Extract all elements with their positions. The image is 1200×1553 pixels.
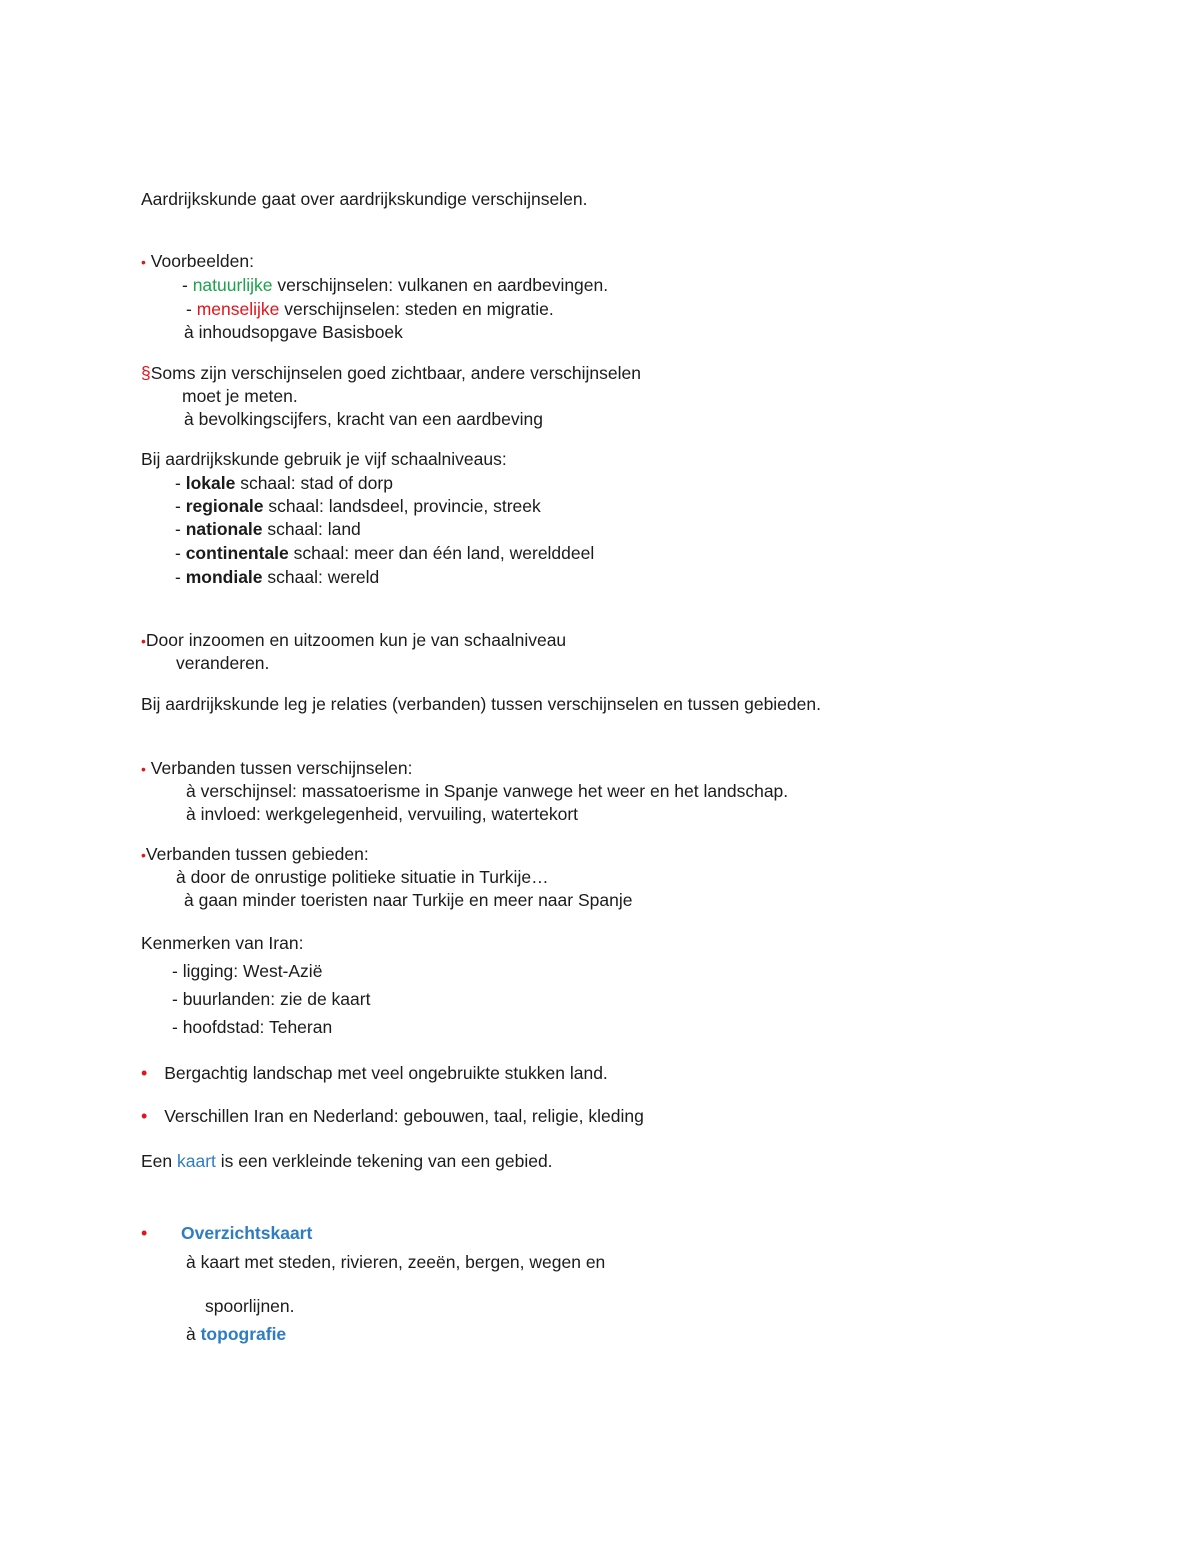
menselijke-rest: verschijnselen: steden en migratie. [279,299,554,319]
kaart-definition [141,1150,553,1172]
dash: - [175,496,186,516]
schaal-intro: Bij aardrijkskunde gebruik je vijf schaalniveaus: [141,449,507,469]
soms-line-1 [141,362,641,384]
bullet-icon: • [141,847,146,863]
iran-item: - ligging: West-Azië [172,961,323,981]
overzichtskaart-line-1: à kaart met steden, rivieren, zeeën, bergen, wegen en [186,1252,606,1272]
voorbeelden-heading [141,250,254,273]
kaart-prefix: Een [141,1151,177,1171]
dash: - [175,519,186,539]
bullet-icon: • [141,1223,148,1243]
schaal-rest: schaal: meer dan één land, werelddeel [288,543,595,563]
schaal-rest: schaal: landsdeel, provincie, streek [263,496,541,516]
topografie-highlight: topografie [200,1324,287,1344]
section-icon: § [141,363,151,383]
zoomen-line-2: veranderen. [176,653,270,673]
schaal-item [175,566,379,588]
schaal-bold: regionale [185,496,264,516]
schaal-rest: schaal: land [262,519,361,539]
soms-line-2: moet je meten. [182,386,298,406]
soms-arrow-line: à bevolkingscijfers, kracht van een aardbeving [184,409,543,429]
natuurlijke-rest: verschijnselen: vulkanen en aardbevingen. [272,275,609,295]
menselijke-highlight: menselijke [196,299,280,319]
bullet-icon: • [141,1106,148,1126]
voorbeelden-label: Voorbeelden: [150,251,254,271]
dash: - [186,299,197,319]
natuurlijke-highlight: natuurlijke [192,275,273,295]
overzichtskaart-label: Overzichtskaart [181,1223,313,1243]
turkije-line-1: à door de onrustige politieke situatie in Turkije… [176,867,549,887]
verbanden-gebieden-heading [141,843,369,866]
schaal-item [175,472,393,494]
verbanden-verschijnselen-label: Verbanden tussen verschijnselen: [150,758,413,778]
iran-bullet-1 [141,1062,608,1084]
dash: - [175,473,186,493]
zoomen-text: Door inzoomen en uitzoomen kun je van schaalniveau [145,630,567,650]
basisboek-line: à inhoudsopgave Basisboek [184,322,403,342]
kaart-rest: is een verkleinde tekening van een gebied. [215,1151,553,1171]
schaal-bold: nationale [185,519,263,539]
arrow-glyph: à [186,1324,201,1344]
schaal-bold: mondiale [185,567,263,587]
dash: - [182,275,193,295]
dash: - [175,543,186,563]
soms-text: Soms zijn verschijnselen goed zichtbaar, andere verschijnselen [150,363,641,383]
verbanden-gebieden-label: Verbanden tussen gebieden: [145,844,369,864]
overzichtskaart-heading [141,1222,147,1244]
menselijke-line [186,298,554,320]
iran-bullet-2 [141,1105,644,1127]
iran-item: - buurlanden: zie de kaart [172,989,371,1009]
schaal-item [175,518,361,540]
zoomen-line-1 [141,629,566,652]
verschijnsel-line: à verschijnsel: massatoerisme in Spanje vanwege het weer en het landschap. [186,781,789,801]
turkije-line-2: à gaan minder toeristen naar Turkije en meer naar Spanje [184,890,633,910]
schaal-bold: continentale [185,543,289,563]
dash: - [175,567,186,587]
bullet-icon: • [141,633,146,649]
schaal-bold: lokale [185,473,236,493]
kaart-highlight: kaart [177,1151,216,1171]
intro-line: Aardrijkskunde gaat over aardrijkskundige verschijnselen. [141,189,588,209]
schaal-item [175,542,594,564]
iran-item: - hoofdstad: Teheran [172,1017,333,1037]
iran-heading: Kenmerken van Iran: [141,933,304,953]
topografie-line [186,1323,286,1345]
bullet-icon: • [141,761,146,777]
bullet-icon: • [141,254,146,270]
bullet-icon: • [141,1063,148,1083]
iran-bullet-1-text: Bergachtig landschap met veel ongebruikte stukken land. [164,1063,608,1083]
overzichtskaart-line-2: spoorlijnen. [205,1296,295,1316]
iran-bullet-2-text: Verschillen Iran en Nederland: gebouwen, taal, religie, kleding [164,1106,644,1126]
verbanden-verschijnselen-heading [141,757,412,780]
relaties-line: Bij aardrijkskunde leg je relaties (verbanden) tussen verschijnselen en tussen gebieden. [141,694,821,714]
schaal-rest: schaal: wereld [262,567,380,587]
natuurlijke-line [182,274,608,296]
schaal-rest: schaal: stad of dorp [235,473,393,493]
schaal-item [175,495,541,517]
invloed-line: à invloed: werkgelegenheid, vervuiling, watertekort [186,804,579,824]
